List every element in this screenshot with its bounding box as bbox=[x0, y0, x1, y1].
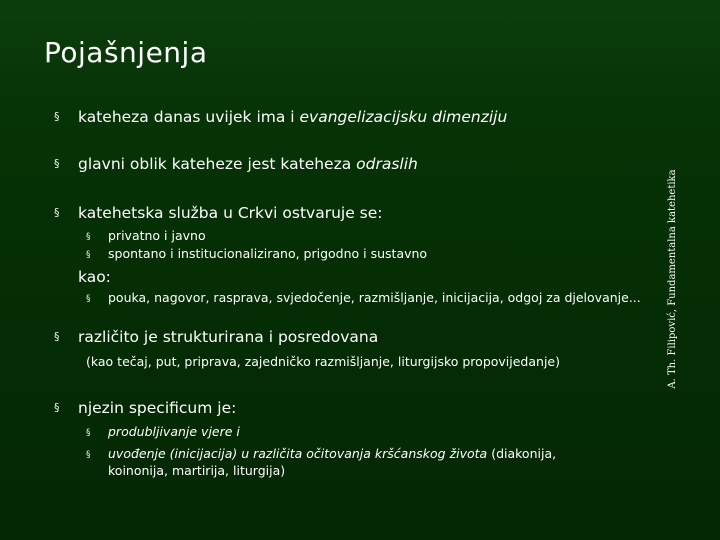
sub-bullet-3-2 bbox=[86, 246, 427, 263]
side-note: A. Th. Filipović, Fundamentalna katehetika bbox=[667, 169, 678, 389]
bullet-4-note: (kao tečaj, put, priprava, zajedničko razmišljanje, liturgijsko propovijedanje) bbox=[86, 354, 560, 369]
bullet-5-text: njezin specificum je: bbox=[78, 399, 237, 417]
bullet-marker-icon: § bbox=[54, 401, 60, 414]
bullet-2-italic: odraslih bbox=[356, 155, 418, 173]
bullet-1-italic: evangelizacijsku dimenziju bbox=[299, 108, 508, 126]
slide-title: Pojašnjenja bbox=[44, 36, 208, 69]
bullet-marker-icon: § bbox=[86, 232, 91, 242]
sub-bullet-5-1-text: produbljivanje vjere i bbox=[108, 424, 240, 439]
bullet-2-text: glavni oblik kateheze jest kateheza bbox=[78, 155, 357, 173]
bullet-marker-icon: § bbox=[86, 294, 91, 304]
bullet-item-2 bbox=[54, 155, 418, 173]
sub-bullet-3-3 bbox=[86, 290, 641, 307]
bullet-3-text: katehetska služba u Crkvi ostvaruje se: bbox=[78, 204, 383, 222]
bullet-marker-icon: § bbox=[86, 450, 91, 460]
sub-bullet-5-2-italic: uvođenje (inicijacija) u različita očitovanja kršćanskog života bbox=[108, 446, 488, 461]
sub-bullet-5-1 bbox=[86, 424, 240, 441]
sub-bullet-3-1-text: privatno i javno bbox=[108, 228, 206, 243]
bullet-marker-icon: § bbox=[54, 330, 60, 343]
bullet-marker-icon: § bbox=[54, 157, 60, 170]
sub-bullet-3-3-text: pouka, nagovor, rasprava, svjedočenje, razmišljanje, inicijacija, odgoj za djelovanje... bbox=[108, 290, 641, 305]
sub-bullet-5-2-line2: koinonija, martirija, liturgija) bbox=[108, 463, 286, 478]
sub-bullet-3-2-text: spontano i institucionalizirano, prigodno i sustavno bbox=[108, 246, 428, 261]
bullet-item-3 bbox=[54, 204, 383, 222]
bullet-marker-icon: § bbox=[86, 250, 91, 260]
sub-bullet-5-2-rest: (diakonija, bbox=[487, 446, 557, 461]
bullet-item-5 bbox=[54, 399, 236, 417]
bullet-marker-icon: § bbox=[54, 206, 60, 219]
bullet-item-1 bbox=[54, 108, 507, 126]
sub-bullet-3-1 bbox=[86, 228, 206, 245]
sub-bullet-5-2 bbox=[86, 446, 556, 463]
bullet-marker-icon: § bbox=[54, 110, 60, 123]
bullet-item-4 bbox=[54, 328, 378, 346]
bullet-1-text: kateheza danas uvijek ima i bbox=[78, 108, 300, 126]
bullet-marker-icon: § bbox=[86, 428, 91, 438]
bullet-4-text: različito je strukturirana i posredovana bbox=[78, 328, 379, 346]
kao-label: kao: bbox=[78, 268, 111, 286]
